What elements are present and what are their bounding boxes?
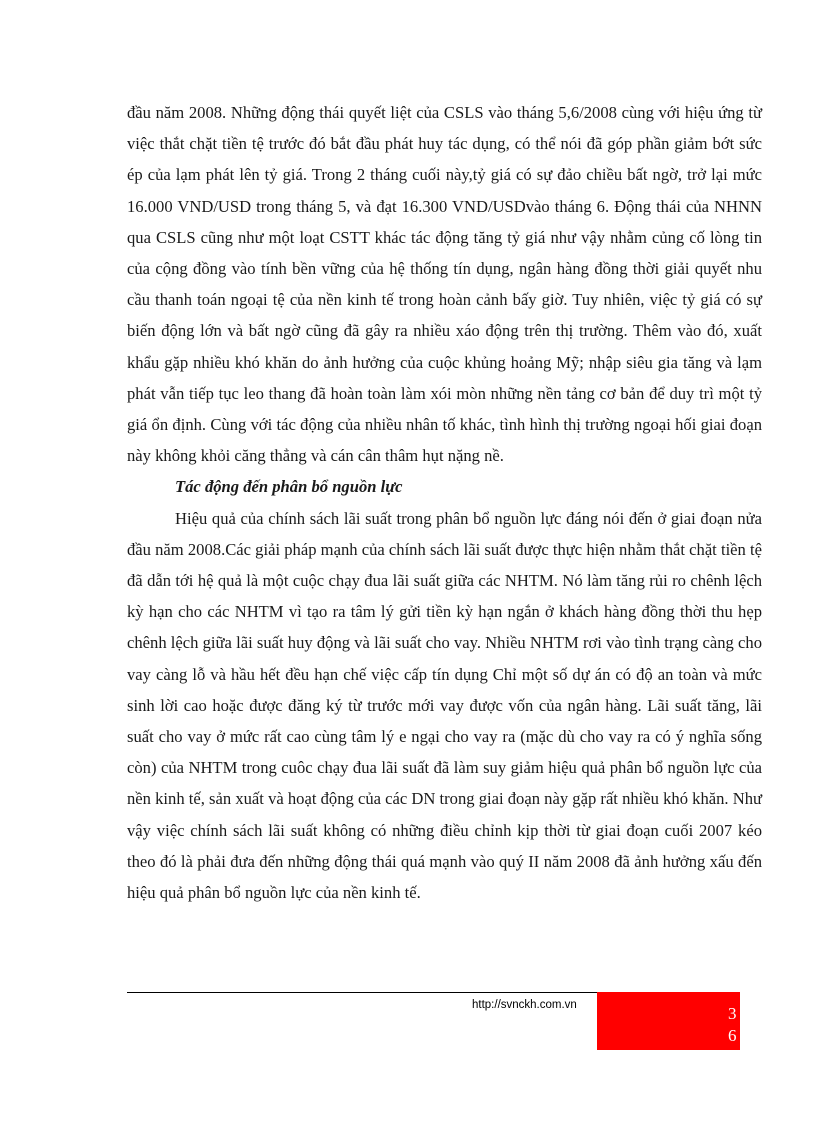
footer-url: http://svnckh.com.vn: [472, 999, 577, 1011]
paragraph-resource-allocation: Hiệu quả của chính sách lãi suất trong phân bổ nguồn lực đáng nói đến ở giai đoạn nửa đầu năm 2008.Các giải pháp mạnh của chính sách lãi suất được thực hiện nhằm thắt chặt tiền tệ đã dẫn tới hệ quả là một cuộc chạy đua lãi suất giữa các NHTM. Nó làm tăng rủi ro chênh lệch kỳ hạn cho các NHTM vì tạo ra tâm lý gửi tiền kỳ hạn ngắn ở khách hàng đồng thời thu hẹp chênh lệch giữa lãi suất huy động và lãi suất cho vay. Nhiều NHTM rơi vào tình trạng càng cho vay càng lỗ và hầu hết đều hạn chế việc cấp tín dụng Chỉ một số dự án có độ an toàn và mức sinh lời cao hoặc được đăng ký từ trước mới vay được vốn của ngân hàng. Lãi suất tăng, lãi suất cho vay ở mức rất cao cùng tâm lý e ngại cho vay ra (mặc dù cho vay ra có ý nghĩa sống còn) của NHTM trong cuôc chạy đua lãi suất đã làm suy giảm hiệu quả phân bổ nguồn lực của nền kinh tế, sản xuất và hoạt động của các DN trong giai đoạn này gặp rất nhiều khó khăn. Như vậy việc chính sách lãi suất không có những điều chỉnh kịp thời từ giai đoạn cuối 2007 kéo theo đó là phải đưa đến những động thái quá mạnh vào quý II năm 2008 đã ảnh hưởng xấu đến hiệu quả phân bổ nguồn lực của nền kinh tế.: [127, 508, 762, 903]
section-heading: Tác động đến phân bổ nguồn lực: [175, 477, 403, 497]
page-number-box: [597, 992, 740, 1050]
page-number-digit-1: 3: [728, 1004, 737, 1023]
footer-divider: [127, 992, 597, 993]
page-number-digit-2: 6: [728, 1026, 737, 1045]
body-text: [127, 97, 762, 908]
paragraph-continuation: đầu năm 2008. Những động thái quyết liệt của CSLS vào tháng 5,6/2008 cùng với hiệu ứng từ việc thắt chặt tiền tệ trước đó bắt đầu phát huy tác dụng, có thể nói đã góp phần giảm bớt sức ép của lạm phát lên tỷ giá. Trong 2 tháng cuối này,tỷ giá có sự đảo chiều bất ngờ, trở lại mức 16.000 VND/USD trong tháng 5, và đạt 16.300 VND/USDvào tháng 6. Động thái của NHNN qua CSLS cũng như một loạt CSTT khác tác động tăng tỷ giá như vậy nhằm củng cố lòng tin của cộng đồng vào tính bền vững của hệ thống tín dụng, ngân hàng đồng thời giải quyết nhu cầu thanh toán ngoại tệ của nền kinh tế trong hoàn cảnh bấy giờ. Tuy nhiên, việc tỷ giá có sự biến động lớn và bất ngờ cũng đã gây ra nhiều xáo động trên thị trường. Thêm vào đó, xuất khẩu gặp nhiều khó khăn do ảnh hưởng của cuộc khủng hoảng Mỹ; nhập siêu gia tăng và lạm phát vẫn tiếp tục leo thang đã hoàn toàn làm xói mòn những nền tảng cơ bản để duy trì một tỷ giá ổn định. Cùng với tác động của nhiều nhân tố khác, tình hình thị trường ngoại hối giai đoạn này không khỏi căng thẳng và cán cân thâm hụt nặng nề.: [127, 103, 762, 466]
